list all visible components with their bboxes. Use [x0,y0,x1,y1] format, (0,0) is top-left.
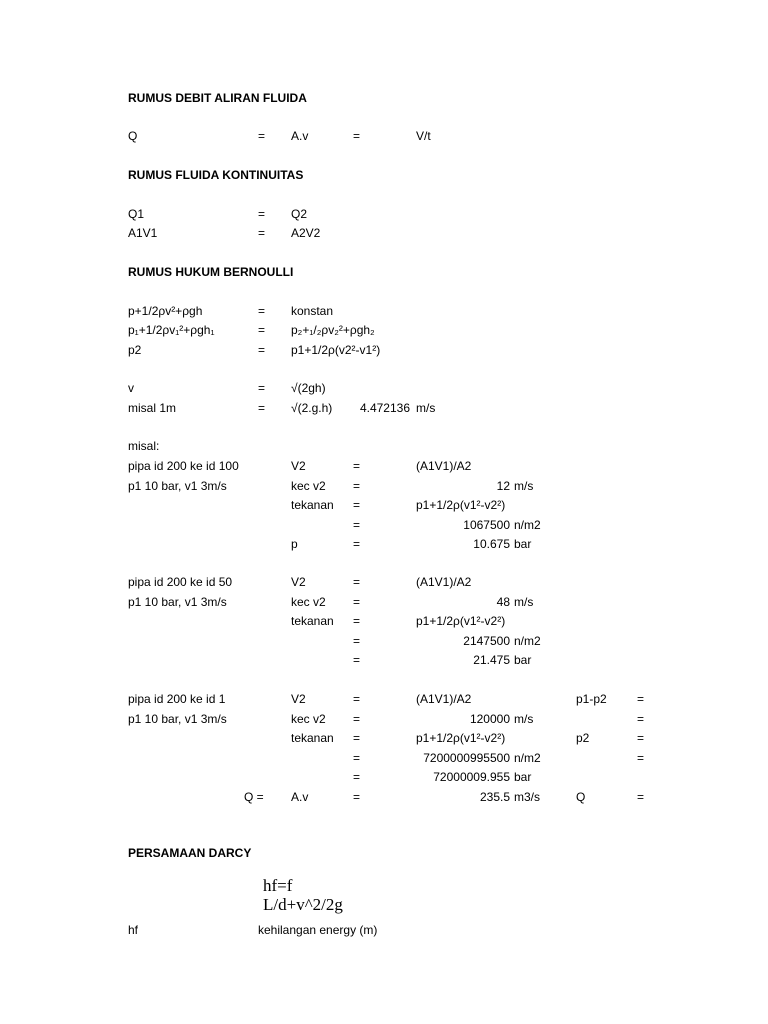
darcy-definition-row [0,922,768,938]
bernoulli-row [0,322,768,338]
cell-label: Q1 [128,207,145,221]
cell-value: 48 [496,594,510,609]
bernoulli-row [0,303,768,319]
cell-expr: p₂+₁/₂ρv₂²+ρgh₂ [291,323,375,337]
example-subtitle: p1 10 bar, v1 3m/s [128,711,227,726]
cell-label: p₁+1/2ρv₁²+ρgh₁ [128,323,215,337]
cell-unit: n/m2 [514,517,541,532]
example-subtitle: p1 10 bar, v1 3m/s [128,594,227,609]
equals-sign: = [353,517,361,532]
example-row [0,517,768,533]
debit-row [0,128,768,144]
example-title: pipa id 200 ke id 1 [128,692,226,706]
cell-expr: konstan [291,304,334,318]
example-row [0,536,768,552]
equals-sign: = [353,594,361,609]
example-row [0,478,768,494]
cell-unit: m3/s [514,789,541,804]
bernoulli-row [0,342,768,358]
cell-unit: n/m2 [514,750,541,765]
cell-expr: p1+1/2ρ(v2²-v1²) [291,343,381,357]
cell-label: V2 [291,692,306,706]
cell-unit: m/s [514,478,534,493]
section-title: PERSAMAAN DARCY [128,846,252,860]
equals-sign: = [637,731,645,745]
cell-label: p2 [128,343,142,357]
equals-sign: = [637,711,645,726]
cell-expr: Q2 [291,207,308,221]
darcy-formula-line1: hf=f [263,876,293,895]
cell-label: p [291,537,298,551]
equals-sign: = [258,304,266,318]
equals-sign: = [353,770,361,784]
cell-unit: bar [514,537,532,551]
equals-sign: = [258,323,266,337]
section-title-bernoulli [0,264,768,280]
equals-sign: = [353,478,361,493]
cell-unit: bar [514,653,532,667]
cell-side-label: p2 [576,731,590,745]
cell-label: tekanan [291,731,334,745]
equals-sign: = [258,226,266,240]
example-row [0,730,768,746]
cell-unit: m/s [416,401,436,415]
example-title: pipa id 200 ke id 50 [128,575,233,589]
example-row [0,594,768,610]
equals-sign: = [258,129,266,143]
cell-label: Q [128,129,138,143]
cell-unit: bar [514,770,532,784]
cell-value: 10.675 [473,537,510,551]
example-row [0,789,768,805]
equals-sign: = [353,459,361,473]
example-row [0,613,768,629]
equals-sign: = [353,711,361,726]
cell-expr: V/t [416,129,431,143]
section-title: RUMUS FLUIDA KONTINUITAS [128,168,304,182]
equals-sign: = [637,789,645,804]
example-subtitle: p1 10 bar, v1 3m/s [128,478,227,493]
cell-value: 7200000995500 [423,750,510,765]
cell-side-label: Q [576,789,586,804]
cell-label: hf [128,923,139,937]
kontinuitas-row [0,225,768,241]
equals-sign: = [353,633,361,648]
cell-label: tekanan [291,498,334,512]
section-title-kontinuitas [0,167,768,183]
cell-expr: (A1V1)/A2 [416,692,472,706]
cell-expr: A.v [291,129,309,143]
cell-label: tekanan [291,614,334,628]
equals-sign: = [353,731,361,745]
equals-sign: = [637,692,645,706]
example-title: pipa id 200 ke id 100 [128,459,239,473]
cell-value: 120000 [469,711,510,726]
kontinuitas-row [0,206,768,222]
example-row [0,750,768,766]
velocity-row [0,380,768,396]
equals-sign: = [353,129,361,143]
cell-expr: p1+1/2ρ(v1²-v2²) [416,731,506,745]
cell-side-label: p1-p2 [576,692,607,706]
example-row [0,497,768,513]
cell-expr: p1+1/2ρ(v1²-v2²) [416,614,506,628]
section-title-debit [0,90,768,106]
example-row [0,652,768,668]
cell-expr: √(2gh) [291,381,326,395]
cell-unit: m/s [514,711,534,726]
misal-label: misal: [128,439,160,453]
equals-sign: = [258,381,266,395]
cell-label: v [128,381,134,395]
cell-label: misal 1m [128,401,177,415]
section-title: RUMUS HUKUM BERNOULLI [128,265,294,279]
cell-label: kec v2 [291,594,326,609]
section-title-darcy [0,845,768,861]
example-row [0,769,768,785]
cell-expr: A2V2 [291,226,321,240]
cell-value: 12 [496,478,510,493]
cell-expr: √(2.g.h) [291,401,333,415]
cell-label: A.v [291,789,309,804]
section-title: RUMUS DEBIT ALIRAN FLUIDA [128,91,307,105]
example-row [0,711,768,727]
cell-label: kec v2 [291,478,326,493]
equals-sign: = [637,750,645,765]
example-row [0,574,768,590]
misal-row [0,438,768,454]
darcy-formula-line2: L/d+v^2/2g [263,895,343,914]
cell-unit: n/m2 [514,633,541,648]
equals-sign: = [353,614,361,628]
equals-sign: = [258,343,266,357]
equals-sign: = [353,498,361,512]
equals-sign: = [353,692,361,706]
equals-sign: = [258,401,266,415]
cell-label: V2 [291,575,306,589]
example-row [0,633,768,649]
equals-sign: = [353,575,361,589]
example-row [0,691,768,707]
cell-expr: kehilangan energy (m) [258,923,378,937]
cell-unit: m/s [514,594,534,609]
cell-prefix: Q = [244,789,264,804]
cell-expr: (A1V1)/A2 [416,459,472,473]
cell-value: 4.472136 [359,401,410,415]
cell-value: 72000009.955 [433,770,510,784]
equals-sign: = [258,207,266,221]
cell-label: kec v2 [291,711,326,726]
cell-value: 235.5 [479,789,510,804]
equals-sign: = [353,750,361,765]
velocity-row [0,400,768,416]
cell-value: 21.475 [473,653,510,667]
cell-value: 1067500 [463,517,510,532]
equals-sign: = [353,789,361,804]
equals-sign: = [353,537,361,551]
cell-expr: p1+1/2ρ(v1²-v2²) [416,498,506,512]
cell-label: p+1/2ρv²+ρgh [128,304,203,318]
cell-label: A1V1 [128,226,158,240]
cell-label: V2 [291,459,306,473]
equals-sign: = [353,653,361,667]
cell-expr: (A1V1)/A2 [416,575,472,589]
example-row [0,458,768,474]
cell-value: 2147500 [463,633,510,648]
